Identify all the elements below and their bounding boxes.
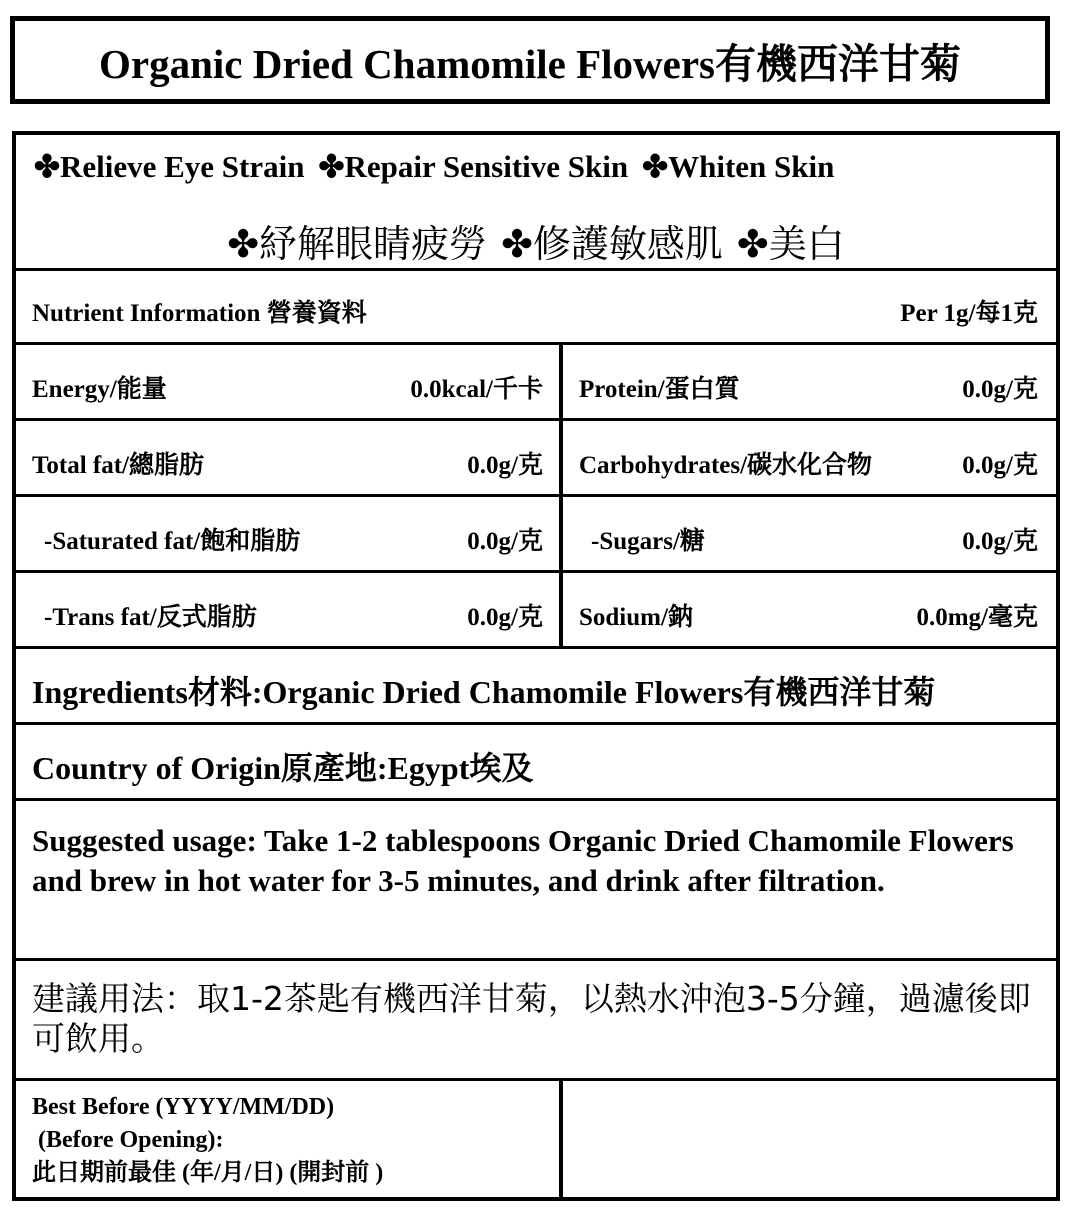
best-before-value-cell (563, 1081, 1056, 1201)
nutrient-cell (563, 573, 1056, 646)
nutrient-cell (563, 345, 1056, 418)
serving-size: Per 1g/每1克 (900, 300, 1038, 327)
nutrient-value: 0.0g/克 (962, 376, 1038, 403)
benefit-zh-1: 紓解眼睛疲勞 (259, 222, 488, 266)
ingredients-row (16, 649, 1056, 725)
clover-icon: ✤ (501, 222, 533, 266)
best-before-label-cell (16, 1081, 563, 1201)
usage-english-row (16, 801, 1056, 961)
benefits-section (16, 135, 1056, 271)
benefit-en-1: Relieve Eye Strain (59, 149, 305, 184)
nutrient-value: 0.0g/克 (467, 452, 543, 479)
nutrient-label: -Sugars/糖 (591, 528, 705, 555)
usage-chinese-row (16, 961, 1056, 1081)
nutrition-row (16, 421, 1056, 497)
origin-row (16, 725, 1056, 801)
nutrient-label: -Saturated fat/飽和脂肪 (44, 528, 301, 555)
nutrient-value: 0.0kcal/千卡 (410, 376, 543, 403)
usage-chinese-text: 建議用法：取1-2茶匙有機西洋甘菊，以熱水沖泡3-5分鐘，過濾後即可飲用。 (32, 979, 1031, 1058)
benefits-chinese (16, 213, 1056, 268)
nutrition-row (16, 573, 1056, 649)
nutrient-cell (16, 497, 563, 570)
best-before-line-1: Best Before (YYYY/MM/DD) (32, 1094, 335, 1120)
nutrition-header (16, 271, 1056, 345)
benefit-zh-2: 修護敏感肌 (532, 222, 723, 266)
nutrient-label: Carbohydrates/碳水化合物 (579, 452, 873, 479)
nutrient-value: 0.0mg/毫克 (916, 604, 1038, 631)
nutrition-row (16, 497, 1056, 573)
best-before-line-3: 此日期前最佳 (年/月/日) (開封前 ) (32, 1160, 384, 1186)
origin-text: Country of Origin原產地:Egypt埃及 (32, 750, 534, 786)
nutrient-cell (16, 345, 563, 418)
nutrient-cell (16, 421, 563, 494)
nutrient-label: Protein/蛋白質 (579, 376, 740, 403)
benefit-en-2: Repair Sensitive Skin (344, 149, 629, 184)
benefit-en-3: Whiten Skin (668, 149, 835, 184)
nutrient-label: Total fat/總脂肪 (32, 452, 204, 479)
clover-icon: ✤ (642, 149, 669, 184)
product-title: Organic Dried Chamomile Flowers有機西洋甘菊 (10, 16, 1050, 104)
nutrient-cell (563, 497, 1056, 570)
benefit-zh-3: 美白 (768, 222, 845, 266)
clover-icon: ✤ (227, 222, 260, 266)
nutrient-cell (563, 421, 1056, 494)
best-before-line-2: (Before Opening): (32, 1127, 224, 1153)
usage-english-text: Suggested usage: Take 1-2 tablespoons Organic Dried Chamomile Flowers and brew in hot water for 3-5 minutes, and drink after filtration. (32, 823, 1014, 898)
best-before-label (32, 1091, 383, 1190)
clover-icon: ✤ (318, 149, 345, 184)
nutrient-label: Energy/能量 (32, 376, 167, 403)
nutrient-cell (16, 573, 563, 646)
nutrient-value: 0.0g/克 (467, 604, 543, 631)
nutrient-value: 0.0g/克 (467, 528, 543, 555)
clover-icon: ✤ (34, 149, 60, 184)
ingredients-text: Ingredients材料:Organic Dried Chamomile Flowers有機西洋甘菊 (32, 674, 936, 710)
label-panel (12, 131, 1060, 1201)
best-before-row (16, 1081, 1056, 1201)
nutrition-heading: Nutrient Information 營養資料 (32, 300, 367, 327)
clover-icon: ✤ (736, 222, 769, 266)
nutrient-label: Sodium/鈉 (579, 604, 693, 631)
nutrition-row (16, 345, 1056, 421)
nutrient-label: -Trans fat/反式脂肪 (44, 604, 257, 631)
nutrient-value: 0.0g/克 (962, 528, 1038, 555)
nutrient-value: 0.0g/克 (962, 452, 1038, 479)
benefits-english (34, 149, 834, 185)
